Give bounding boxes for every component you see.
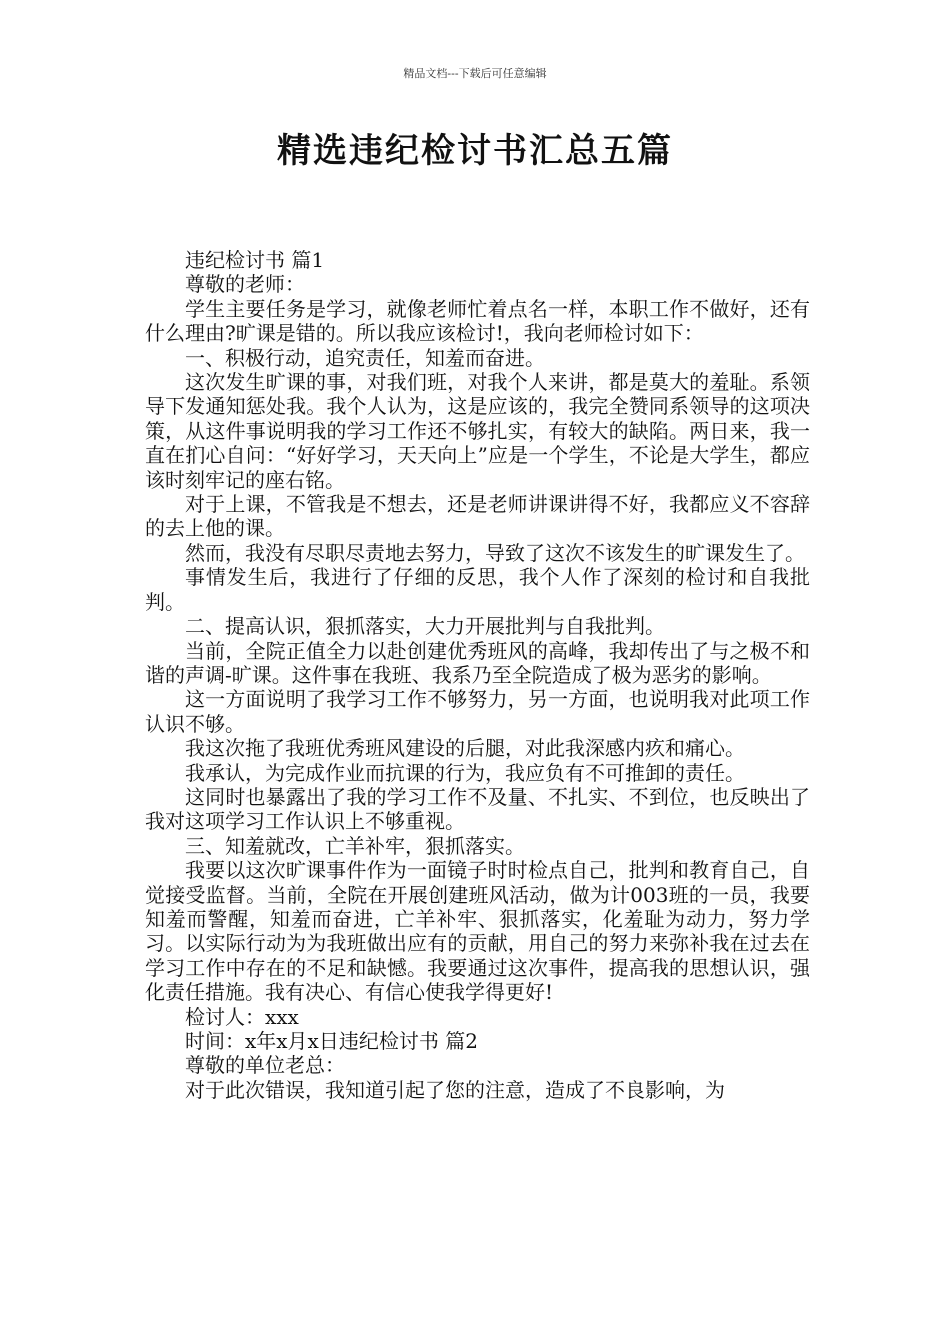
page-header: 精品文档---下载后可任意编辑 (403, 67, 547, 80)
body-paragraph: 对于上课，不管我是不想去，还是老师讲课讲得不好，我都应义不容辞的去上他的课。 (145, 492, 810, 541)
section-heading-1: 违纪检讨书 篇1 (185, 248, 325, 272)
subheading-1: 一、积极行动，追究责任，知羞而奋进。 (185, 345, 545, 370)
subheading-2: 二、提高认识，狠抓落实，大力开展批判与自我批判。 (185, 614, 665, 639)
body-paragraph: 对于此次错误，我知道引起了您的注意，造成了不良影响，为 (185, 1077, 725, 1102)
body-paragraph: 这一方面说明了我学习工作不够努力，另一方面，也说明我对此项工作认识不够。 (145, 687, 810, 736)
body-paragraph: 这次发生旷课的事，对我们班，对我个人来讲，都是莫大的羞耻。系领导下发通知惩处我。我个人认为，这是应该的，我完全赞同系领导的这项决策，从这件事说明我的学习工作还不够扎实，有较大的缺陷。两日来，我一直在扪心自问：“好好学习，天天向上”应是一个学生，不论是大学生，都应该时刻牢记的座右铭。 (145, 370, 810, 492)
document-title: 精选违纪检讨书汇总五篇 (277, 131, 673, 171)
body-paragraph: 学生主要任务是学习，就像老师忙着点名一样，本职工作不做好，还有什么理由?旷课是错的。所以我应该检讨!，我向老师检讨如下： (145, 296, 810, 346)
body-paragraph: 当前，全院正值全力以赴创建优秀班风的高峰，我却传出了与之极不和谐的声调-旷课。这件事在我班、我系乃至全院造成了极为恶劣的影响。 (145, 638, 810, 687)
body-paragraph: 然而，我没有尽职尽责地去努力，导致了这次不该发生的旷课发生了。 (185, 540, 805, 565)
salutation: 尊敬的单位老总： (185, 1053, 345, 1078)
signature-line: 检讨人：xxx (185, 1004, 299, 1029)
subheading-3: 三、知羞就改，亡羊补牢，狠抓落实。 (185, 833, 525, 858)
salutation: 尊敬的老师： (185, 272, 305, 297)
body-paragraph: 事情发生后，我进行了仔细的反思，我个人作了深刻的检讨和自我批判。 (145, 565, 810, 614)
body-paragraph: 这同时也暴露出了我的学习工作不及量、不扎实、不到位，也反映出了我对这项学习工作认识上不够重视。 (145, 784, 810, 834)
body-paragraph: 我要以这次旷课事件作为一面镜子时时检点自己，批判和教育自己，自觉接受监督。当前，全院在开展创建班风活动，做为计003班的一员，我要知羞而警醒，知羞而奋进，亡羊补牢、狠抓落实，化羞耻为动力，努力学习。以实际行动为为我班做出应有的贡献，用自己的努力来弥补我在过去在学习工作中存在的不足和缺憾。我要通过这次事件，提高我的思想认识，强化责任措施。我有决心、有信心使我学得更好! (145, 858, 810, 1005)
document-body (145, 248, 810, 1102)
date-and-section-heading-2: 时间：x年x月x日违纪检讨书 篇2 (185, 1029, 478, 1053)
body-paragraph: 我这次拖了我班优秀班风建设的后腿，对此我深感内疚和痛心。 (185, 736, 745, 761)
body-paragraph: 我承认，为完成作业而抗课的行为，我应负有不可推卸的责任。 (185, 760, 745, 785)
